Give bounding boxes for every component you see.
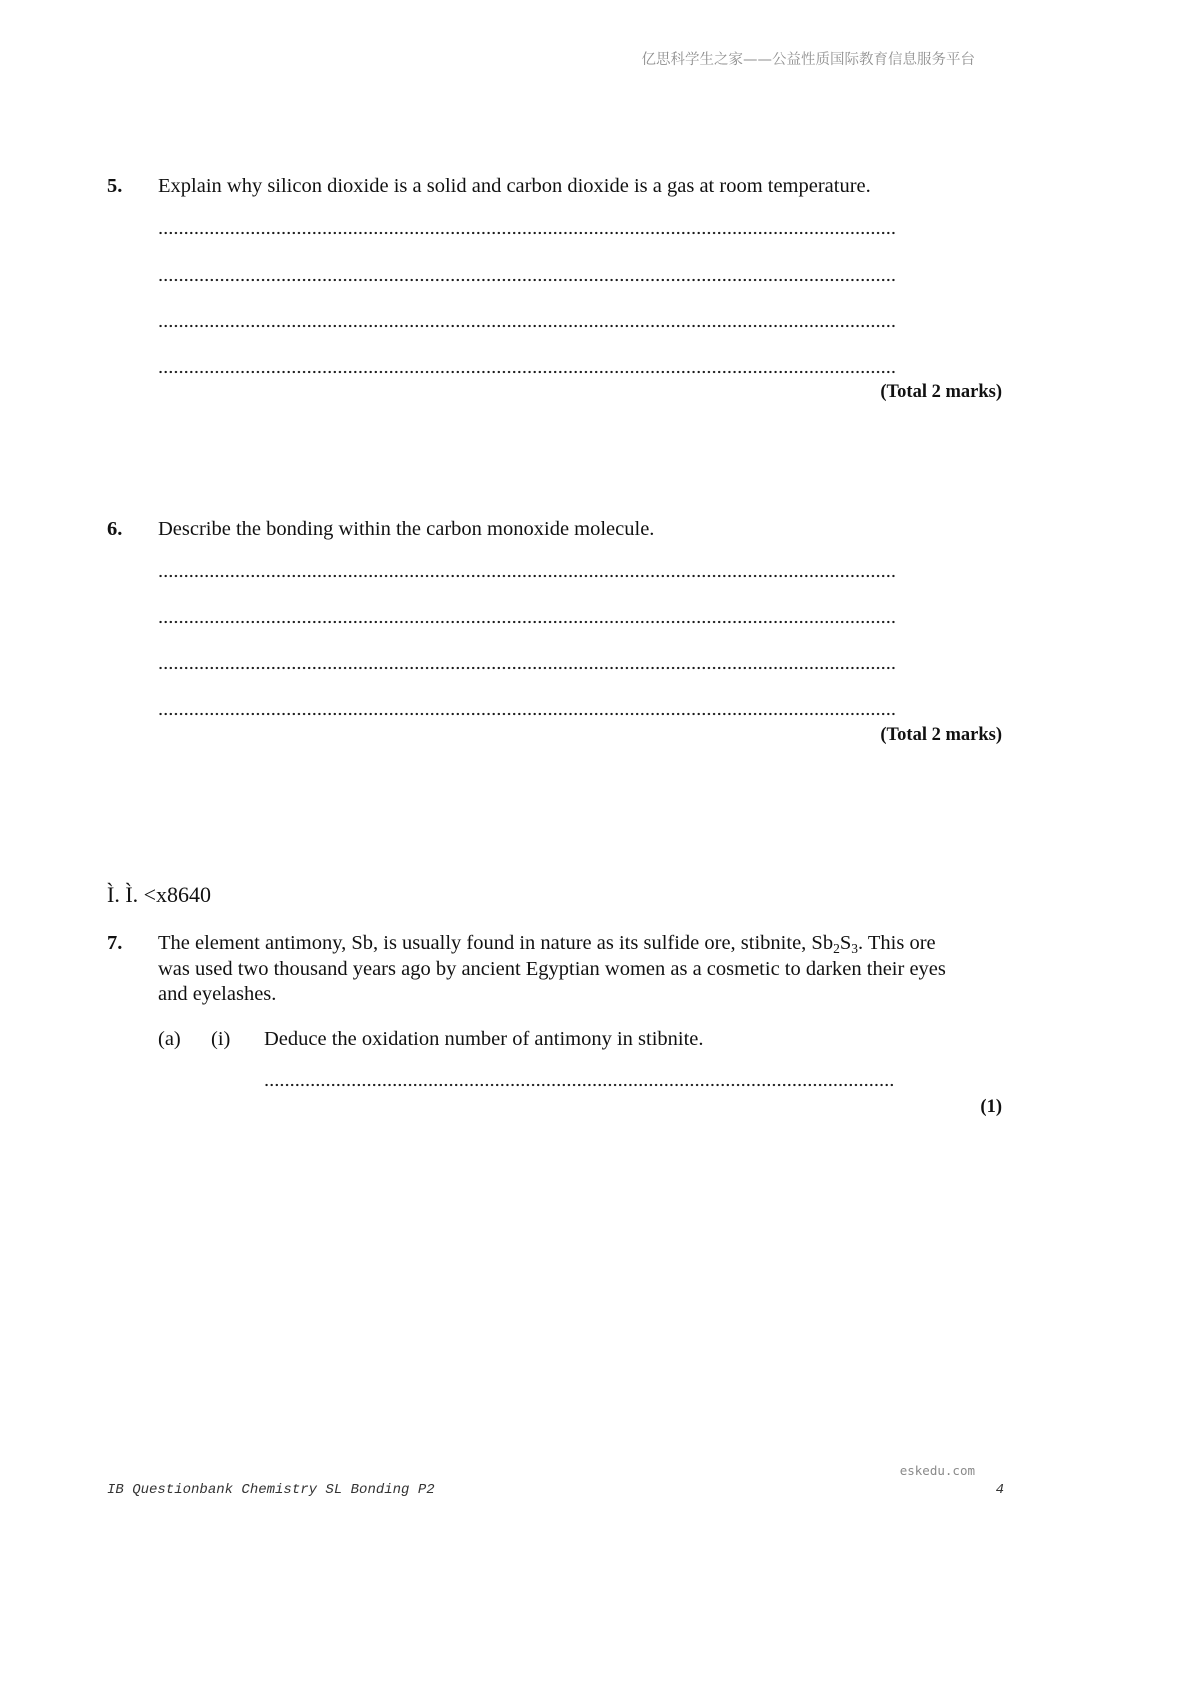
stem-line-1 xyxy=(158,931,946,957)
answer-line xyxy=(158,712,895,716)
answer-line xyxy=(158,231,895,235)
site-watermark: eskedu.com xyxy=(899,1463,975,1478)
formula-subscript: 3 xyxy=(851,940,859,956)
stem-text: . This ore xyxy=(858,932,936,954)
total-marks: (Total 2 marks) xyxy=(880,382,1002,402)
question-stem xyxy=(158,931,946,1007)
answer-line xyxy=(158,666,895,670)
answer-line xyxy=(264,1083,893,1087)
answer-line xyxy=(158,574,895,578)
part-marks: (1) xyxy=(980,1097,1002,1117)
question-prompt: Describe the bonding within the carbon monoxide molecule. xyxy=(158,518,655,540)
footer-document-title: IB Questionbank Chemistry SL Bonding P2 xyxy=(107,1482,435,1498)
total-marks: (Total 2 marks) xyxy=(880,725,1002,745)
stem-line-3: and eyelashes. xyxy=(158,983,277,1005)
subpart-label: (i) xyxy=(211,1028,231,1050)
question-number: 6. xyxy=(107,518,123,540)
stem-line-2: was used two thousand years ago by ancient Egyptian women as a cosmetic to darken their eyes xyxy=(158,958,946,980)
question-prompt: Explain why silicon dioxide is a solid and carbon dioxide is a gas at room temperature. xyxy=(158,175,871,197)
question-number: 7. xyxy=(107,932,123,954)
stem-text: The element antimony, Sb, is usually found in nature as its sulfide ore, stibnite, xyxy=(158,932,812,954)
chemical-formula xyxy=(811,932,858,954)
question-number: 5. xyxy=(107,175,123,197)
formula-subscript: 2 xyxy=(833,940,840,956)
answer-line xyxy=(158,620,895,624)
stray-text: Ì. Ì. <x8640 xyxy=(107,882,212,907)
answer-line xyxy=(158,278,895,282)
answer-line xyxy=(158,324,895,328)
site-header-title: 亿思科学生之家——公益性质国际教育信息服务平台 xyxy=(641,52,975,68)
page-number: 4 xyxy=(995,1482,1004,1498)
formula-element: Sb xyxy=(811,932,834,954)
formula-element: S xyxy=(839,932,852,954)
subpart-prompt: Deduce the oxidation number of antimony in stibnite. xyxy=(264,1028,704,1050)
answer-line xyxy=(158,370,895,374)
part-label: (a) xyxy=(158,1028,181,1050)
